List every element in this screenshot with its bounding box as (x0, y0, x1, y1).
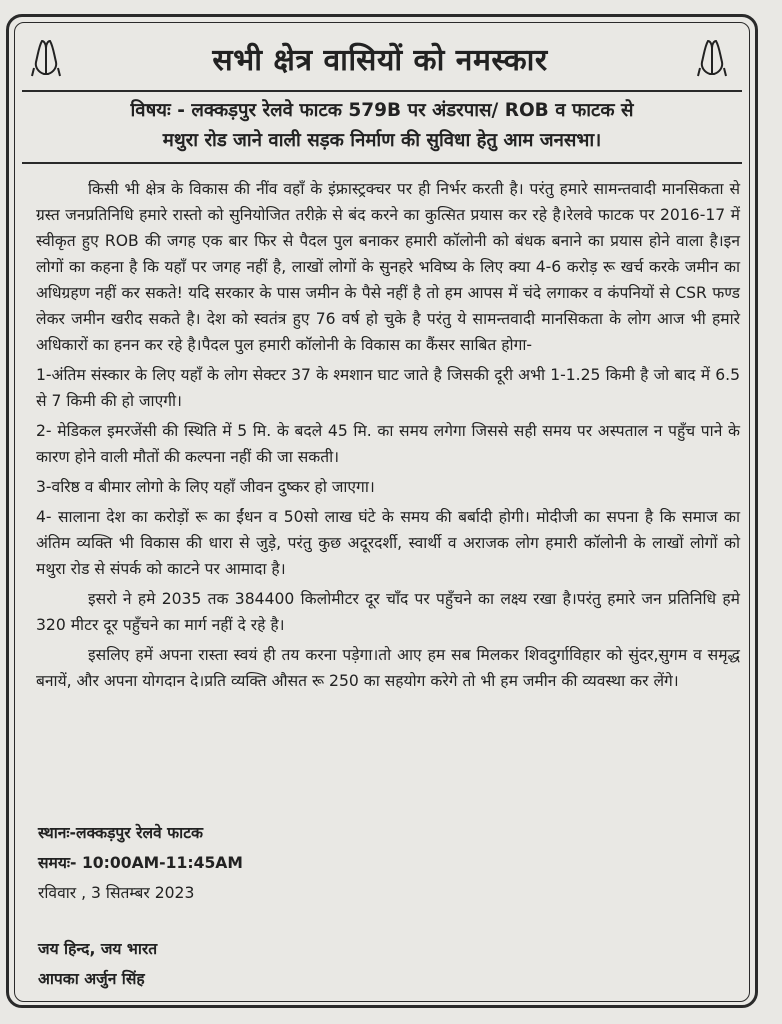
body-paragraph: किसी भी क्षेत्र के विकास की नींव वहाँ के इंफ्रास्ट्रक्चर पर ही निर्भर करती है। परंतु हमारे सामन्तवादी मानसिकता से ग्रस्त जनप्रतिनिधि हमारे रास्तो को सुनियोजित तरीक़े से बंद करने का कुत्सित प्रयास कर रहे है।रेलवे फाटक पर 2016-17 में स्वीकृत हुए ROB की जगह एक बार फिर से पैदल पुल बनाकर हमारी कॉलोनी को बंधक बनाने का प्रयास होने वाला है।इन लोगों का कहना है कि यहाँ पर जगह नहीं है, लाखों लोगों के सुनहरे भविष्य के लिए क्या 4-6 करोड़ रू खर्च करके जमीन का अधिग्रहण नहीं कर सकते! यदि सरकार के पास जमीन के पैसे नहीं है तो हम आपस में चंदे लगाकर व कंपनियों से CSR फण्ड लेकर जमीन खरीद सकते है। देश को स्वतंत्र हुए 76 वर्ष हो चुके है परंतु ये सामन्तवादी मानसिकता के लोग आज भी हमारे अधिकारों का हनन कर रहे है।पैदल पुल हमारी कॉलोनी के विकास का कैंसर साबित होगा- (36, 180, 740, 354)
namaste-hands-icon (30, 38, 64, 78)
slogan: जय हिन्द, जय भारत (38, 940, 158, 958)
namaste-hands-icon (696, 38, 730, 78)
page-title: सभी क्षेत्र वासियों को नमस्कार (212, 42, 548, 78)
body-paragraph: इसलिए हमें अपना रास्ता स्वयं ही तय करना पड़ेगा।तो आए हम सब मिलकर शिवदुर्गाविहार को सुंदर,सुगम व समृद्ध बनायें, और अपना योगदान दे।प्रति व्यक्ति औसत रू 250 का सहयोग करेगे तो भी हम जमीन की व्यवस्था कर लेंगे। (36, 646, 740, 690)
body-paragraph: इसरो ने हमे 2035 तक 384400 किलोमीटर दूर चाँद पर पहुँचने का लक्ष्य रखा है।परंतु हमारे जन प्रतिनिधि हमे 320 मीटर दूर पहुँचने का मार्ग नहीं दे रहे है। (36, 590, 740, 634)
list-item: 2- मेडिकल इमरजेंसी की स्थिति में 5 मि. के बदले 45 मि. का समय लगेगा जिससे सही समय पर अस्पताल न पहुँच पाने के कारण होने वाली मौतों की कल्पना नहीं की जा सकती। (36, 422, 740, 466)
event-place: स्थानः-लक्कड़पुर रेलवे फाटक (38, 824, 204, 842)
subject-line: विषयः - लक्कड़पुर रेलवे फाटक 579B पर अंडरपास/ ROB व फाटक से (130, 100, 634, 121)
subject-line: मथुरा रोड जाने वाली सड़क निर्माण की सुविधा हेतु आम जनसभा। (162, 130, 602, 151)
list-item: 3-वरिष्ठ व बीमार लोगो के लिए यहाँ जीवन दुष्कर हो जाएगा। (36, 478, 375, 496)
signatory: आपका अर्जुन सिंह (38, 970, 145, 988)
divider (22, 162, 742, 164)
subject-block (26, 96, 738, 156)
list-item: 4- सालाना देश का करोड़ों रू का ईंधन व 50सो लाख घंटे के समय की बर्बादी होगी। मोदीजी का सपना है कि समाज का अंतिम व्यक्ति भी विकास की धारा से जुड़े, परंतु कुछ अदूरदर्शी, स्वार्थी व अराजक लोग हमारी कॉलोनी के लाखों लोगों को मथुरा रोड से संपर्क को काटने पर आमादा है। (36, 508, 740, 578)
event-details (38, 818, 538, 908)
event-date: रविवार , 3 सितम्बर 2023 (38, 884, 195, 902)
divider (22, 90, 742, 92)
list-item: 1-अंतिम संस्कार के लिए यहाँ के लोग सेक्टर 37 के श्मशान घाट जाते है जिसकी दूरी अभी 1-1.25 किमी है जो बाद में 6.5 से 7 किमी की हो जाएगी। (36, 366, 740, 410)
notice-heading (30, 30, 730, 86)
event-time: समयः- 10:00AM-11:45AM (38, 854, 243, 872)
notice-body (36, 176, 740, 698)
signature-block (38, 934, 538, 994)
